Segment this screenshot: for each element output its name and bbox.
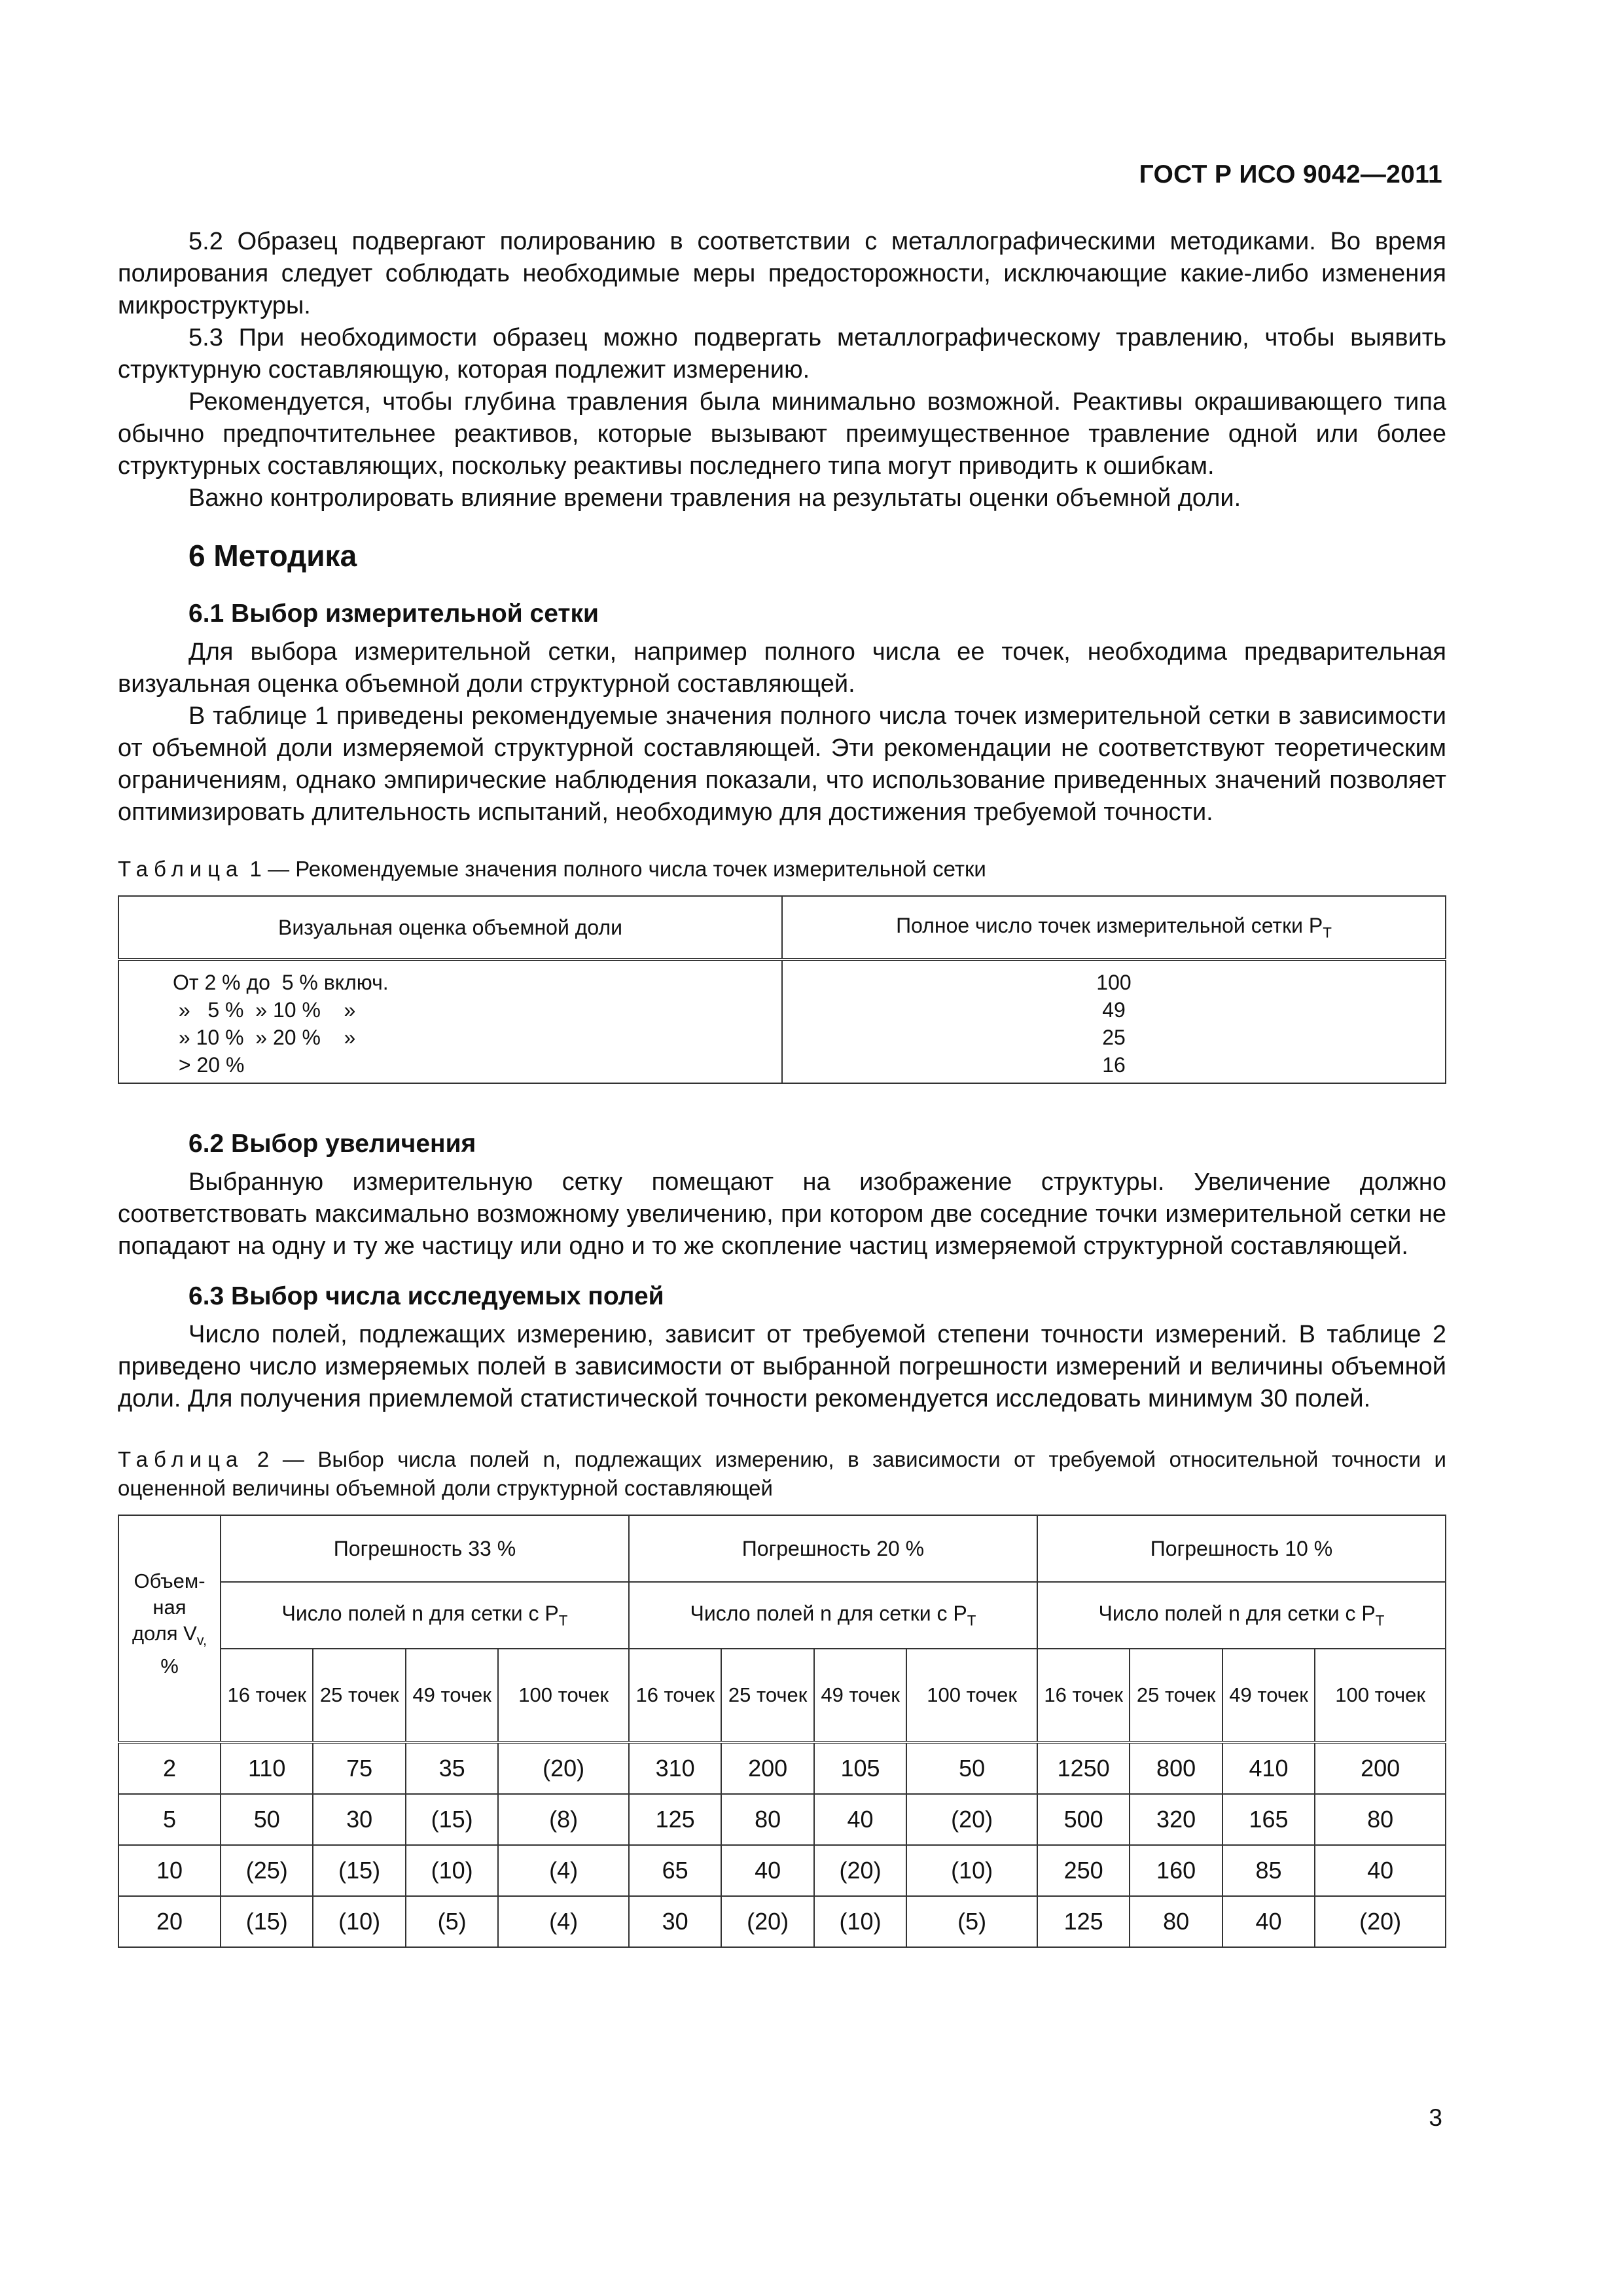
table-cell: (15)	[221, 1896, 313, 1947]
table-cell: 80	[721, 1794, 813, 1845]
table-row	[118, 1794, 1446, 1845]
table-cell: 165	[1222, 1794, 1315, 1845]
table-cell: (8)	[498, 1794, 629, 1845]
table-cell: 40	[721, 1845, 813, 1896]
table-cell: (10)	[814, 1896, 906, 1947]
table-cell: 16	[1102, 1053, 1126, 1077]
table-cell: 40	[814, 1794, 906, 1845]
table-cell: (4)	[498, 1845, 629, 1896]
table-cell: 25	[1102, 1026, 1126, 1049]
table-cell: 200	[1315, 1742, 1446, 1794]
section-6-2-title: 6.2 Выбор увеличения	[188, 1130, 476, 1158]
table-1-points	[782, 960, 1446, 1083]
table-cell: 50	[906, 1742, 1037, 1794]
section-6-1-title: 6.1 Выбор измерительной сетки	[188, 600, 599, 628]
table-cell: 125	[1037, 1896, 1130, 1947]
table-1-body-row	[118, 960, 1446, 1083]
table-cell: 80	[1315, 1794, 1446, 1845]
table-2-group-20: Погрешность 20 %	[629, 1515, 1037, 1582]
table-cell: (5)	[406, 1896, 498, 1947]
table-1-header-points-sub: T	[1323, 924, 1332, 941]
table-cell: (10)	[313, 1896, 405, 1947]
paragraph-etching-depth: Рекомендуется, чтобы глубина травления была минимально возможной. Реактивы окрашивающего типа обычно предпочтительнее реактивов, которые вызывают преимущественное травление одной или более структурных составляющих, поскольку реактивы последнего типа могут приводить к ошибкам.	[118, 388, 1446, 480]
table-cell: 35	[406, 1742, 498, 1794]
table-cell: 110	[221, 1742, 313, 1794]
table-cell: (10)	[406, 1845, 498, 1896]
table-2-col-49: 49 точек	[1222, 1649, 1315, 1742]
table-cell: 1250	[1037, 1742, 1130, 1794]
table-row: > 20 %	[173, 1053, 245, 1077]
table-cell: (5)	[906, 1896, 1037, 1947]
table-2-caption	[118, 1445, 1446, 1503]
table-2-col-25: 25 точек	[313, 1649, 405, 1742]
table-cell: 30	[629, 1896, 721, 1947]
table-cell: (20)	[906, 1794, 1037, 1845]
table-row: От 2 % до 5 % включ.	[173, 971, 389, 994]
table-2-sublabel-row	[118, 1582, 1446, 1649]
table-cell: 160	[1130, 1845, 1222, 1896]
table-2-sublabel-text: Число полей n для сетки с P	[1098, 1601, 1376, 1625]
table-cell: (25)	[221, 1845, 313, 1896]
table-cell: 10	[118, 1845, 221, 1896]
table-2-group-row	[118, 1515, 1446, 1582]
table-cell: 50	[221, 1794, 313, 1845]
table-2	[118, 1515, 1446, 1948]
table-cell: 40	[1315, 1845, 1446, 1896]
table-2-col-25: 25 точек	[721, 1649, 813, 1742]
table-cell: 800	[1130, 1742, 1222, 1794]
table-cell: 75	[313, 1742, 405, 1794]
table-cell: 310	[629, 1742, 721, 1794]
table-cell: (15)	[406, 1794, 498, 1845]
table-2-sublabel-sub: T	[967, 1612, 976, 1629]
table-2-volume-fraction-header	[118, 1515, 221, 1742]
document-header: ГОСТ Р ИСО 9042—2011	[1139, 160, 1442, 188]
table-2-sublabel	[629, 1582, 1037, 1649]
table-row	[118, 1896, 1446, 1947]
table-2-sublabel	[221, 1582, 629, 1649]
table-2-col0-line1: Объем-	[134, 1570, 205, 1592]
table-1-header-row	[118, 896, 1446, 960]
page-content	[118, 226, 1446, 1948]
table-2-col-100: 100 точек	[1315, 1649, 1446, 1742]
paragraph-6-1-a: Для выбора измерительной сетки, например полного числа ее точек, необходима предварительная визуальная оценка объемной доли структурной составляющей.	[118, 638, 1446, 698]
table-cell: 500	[1037, 1794, 1130, 1845]
table-2-sublabel-sub: T	[1375, 1612, 1385, 1629]
table-cell: 80	[1130, 1896, 1222, 1947]
table-cell: (10)	[906, 1845, 1037, 1896]
table-2-group-10: Погрешность 10 %	[1037, 1515, 1446, 1582]
table-2-group-33: Погрешность 33 %	[221, 1515, 629, 1582]
table-2-col-16: 16 точек	[221, 1649, 313, 1742]
table-2-sublabel	[1037, 1582, 1446, 1649]
paragraph-5-3: 5.3 При необходимости образец можно подвергать металлографическому травлению, чтобы выявить структурную составляющую, которая подлежит измерению.	[118, 324, 1446, 384]
table-cell: 105	[814, 1742, 906, 1794]
table-1-caption	[118, 855, 1446, 884]
table-cell: 85	[1222, 1845, 1315, 1896]
table-cell: (20)	[721, 1896, 813, 1947]
table-2-col0-line2: ная	[152, 1596, 187, 1619]
table-cell: (20)	[1315, 1896, 1446, 1947]
table-1-header-points-text: Полное число точек измерительной сетки P	[896, 913, 1323, 937]
table-2-col-16: 16 точек	[629, 1649, 721, 1742]
page-number: 3	[1429, 2104, 1442, 2131]
table-cell: 40	[1222, 1896, 1315, 1947]
table-cell: 20	[118, 1896, 221, 1947]
table-2-body	[118, 1742, 1446, 1947]
table-cell: 410	[1222, 1742, 1315, 1794]
table-2-col-16: 16 точек	[1037, 1649, 1130, 1742]
table-2-sublabel-sub: T	[558, 1612, 568, 1629]
paragraph-5-2: 5.2 Образец подвергают полированию в соответствии с металлографическими методиками. Во время полирования следует соблюдать необходимые меры предосторожности, исключающие какие-либо изменения микроструктуры.	[118, 228, 1446, 319]
table-row	[118, 1845, 1446, 1896]
section-6-3-title: 6.3 Выбор числа исследуемых полей	[188, 1282, 664, 1310]
table-2-col-49: 49 точек	[814, 1649, 906, 1742]
table-1-header-estimate: Визуальная оценка объемной доли	[118, 896, 782, 960]
table-2-col0-line4: %	[160, 1655, 179, 1678]
table-cell: (15)	[313, 1845, 405, 1896]
paragraph-etching-time: Важно контролировать влияние времени травления на результаты оценки объемной доли.	[188, 484, 1241, 512]
table-cell: 49	[1102, 998, 1126, 1022]
table-1-header-points	[782, 896, 1446, 960]
table-2-col0-line3: доля V	[132, 1622, 197, 1645]
table-1-caption-text: 1 — Рекомендуемые значения полного числа точек измерительной сетки	[243, 857, 986, 881]
table-2-points-row	[118, 1649, 1446, 1742]
table-cell: (20)	[814, 1845, 906, 1896]
table-row: » 10 % » 20 % »	[173, 1026, 356, 1049]
paragraph-6-2: Выбранную измерительную сетку помещают на изображение структуры. Увеличение должно соответствовать максимально возможному увеличению, при котором две соседние точки измерительной сетки не попадают на одну и ту же частицу или одно и то же скопление частиц измеряемой структурной составляющей.	[118, 1168, 1446, 1260]
table-2-col-49: 49 точек	[406, 1649, 498, 1742]
table-2-sublabel-text: Число полей n для сетки с P	[690, 1601, 967, 1625]
table-1	[118, 895, 1446, 1084]
table-cell: (20)	[498, 1742, 629, 1794]
table-2-caption-text: 2 — Выбор числа полей n, подлежащих измерению, в зависимости от требуемой относительной точности и оцененной величины объемной доли структурной составляющей	[118, 1447, 1446, 1500]
paragraph-6-3: Число полей, подлежащих измерению, зависит от требуемой степени точности измерений. В таблице 2 приведено число измеряемых полей в зависимости от выбранной погрешности измерений и величины объемной доли. Для получения приемлемой статистической точности рекомендуется исследовать минимум 30 полей.	[118, 1321, 1446, 1412]
table-2-col-100: 100 точек	[498, 1649, 629, 1742]
table-2-caption-word: Таблица	[118, 1447, 244, 1471]
table-cell: 65	[629, 1845, 721, 1896]
table-row: » 5 % » 10 % »	[173, 998, 356, 1022]
table-1-ranges	[118, 960, 782, 1083]
table-cell: 125	[629, 1794, 721, 1845]
table-cell: 200	[721, 1742, 813, 1794]
table-2-col-100: 100 точек	[906, 1649, 1037, 1742]
table-2-col0-sub: v,	[196, 1632, 207, 1649]
table-1-caption-word: Таблица	[118, 857, 244, 881]
table-2-sublabel-text: Число полей n для сетки с P	[281, 1601, 559, 1625]
table-row	[118, 1742, 1446, 1794]
table-cell: 100	[1096, 971, 1132, 994]
table-cell: 250	[1037, 1845, 1130, 1896]
table-2-col-25: 25 точек	[1130, 1649, 1222, 1742]
section-6-title: 6 Методика	[188, 539, 357, 573]
table-cell: 320	[1130, 1794, 1222, 1845]
paragraph-6-1-b: В таблице 1 приведены рекомендуемые значения полного числа точек измерительной сетки в зависимости от объемной доли измеряемой структурной составляющей. Эти рекомендации не соответствуют теоретическим ограничениям, однако эмпирические наблюдения показали, что использование приведенных значений позволяет оптимизировать длительность испытаний, необходимую для достижения требуемой точности.	[118, 702, 1446, 826]
table-cell: 2	[118, 1742, 221, 1794]
table-cell: (4)	[498, 1896, 629, 1947]
table-cell: 5	[118, 1794, 221, 1845]
table-cell: 30	[313, 1794, 405, 1845]
